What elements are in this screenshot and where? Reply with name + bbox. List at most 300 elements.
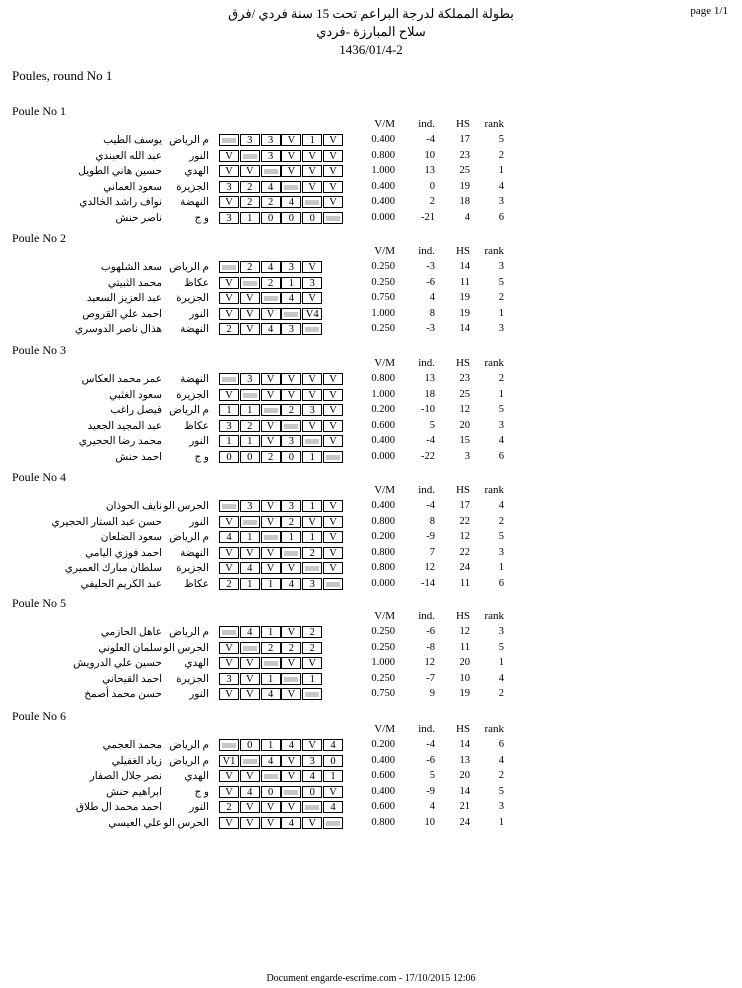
bout-result-cell: 2 xyxy=(302,642,322,654)
bout-result-cell: 0 xyxy=(240,739,260,751)
fencer-row xyxy=(0,531,742,545)
bout-result-cell: V xyxy=(323,435,343,447)
stat-rank: 1 xyxy=(498,388,504,400)
bout-result-cell: V xyxy=(302,389,322,401)
stat-vm: 0.200 xyxy=(371,404,395,415)
stat-hs: 25 xyxy=(459,165,470,176)
fencer-name: حسين علي الدرويش xyxy=(73,658,162,669)
stat-vm: 0.400 xyxy=(371,435,395,446)
bout-result-cell: V xyxy=(302,181,322,193)
stat-vm: 1.000 xyxy=(371,307,395,319)
fencer-name: محمد الثبيتي xyxy=(107,277,162,289)
stat-vm: 0.600 xyxy=(371,419,395,431)
bout-result-cell: V xyxy=(281,755,301,767)
self-bout-cell xyxy=(281,420,301,432)
fencer-club: عكاظ xyxy=(184,420,209,432)
stat-rank: 6 xyxy=(498,211,504,223)
bout-result-cell: V xyxy=(281,626,301,638)
stat-ind: -14 xyxy=(421,577,435,589)
fencer-row xyxy=(0,739,742,753)
self-bout-cell xyxy=(261,404,281,416)
bout-result-cell: V xyxy=(281,389,301,401)
bout-result-cell: V xyxy=(281,688,301,700)
fencer-name: يوسف الطيب xyxy=(103,135,162,146)
document-subtitle: سلاح المبارزة -فردي xyxy=(316,24,426,39)
stat-ind: -4 xyxy=(426,739,435,750)
stat-vm: 0.250 xyxy=(371,276,395,288)
bout-result-cell: 1 xyxy=(219,435,239,447)
self-bout-cell xyxy=(281,547,301,559)
bout-result-cell: 1 xyxy=(302,531,322,543)
stat-rank: 5 xyxy=(498,134,504,145)
fencer-row xyxy=(0,500,742,514)
bout-result-cell: V xyxy=(219,657,239,669)
bout-result-cell: 1 xyxy=(281,277,301,289)
fencer-club: الهدي xyxy=(184,166,209,177)
bout-result-cell: 3 xyxy=(219,181,239,193)
stat-vm: 0.600 xyxy=(371,801,395,812)
self-bout-cell xyxy=(219,134,239,146)
fencer-name: نواف راشد الخالدي xyxy=(79,197,162,208)
stat-vm: 0.250 xyxy=(371,672,395,684)
fencer-club: الحرس الو xyxy=(163,817,209,829)
bout-result-cell: V xyxy=(219,196,239,208)
bout-result-cell: V xyxy=(261,562,281,574)
fencer-name: حسن محمد أصمخ xyxy=(84,689,162,700)
stat-ind: -22 xyxy=(421,450,435,462)
bout-result-cell: 0 xyxy=(240,451,260,463)
stat-rank: 2 xyxy=(498,770,504,781)
bout-result-cell: 4 xyxy=(240,562,260,574)
self-bout-cell xyxy=(302,196,322,208)
bout-result-cell: 4 xyxy=(281,292,301,304)
self-bout-cell xyxy=(240,516,260,528)
stat-ind: 8 xyxy=(429,307,435,319)
fencer-name: فيصل راغب xyxy=(110,405,162,416)
bout-result-cell: V xyxy=(323,547,343,559)
bout-result-cell: V xyxy=(219,165,239,177)
stat-vm: 1.000 xyxy=(371,657,395,668)
bout-result-cell: V xyxy=(219,516,239,528)
stat-header-vm: V/M xyxy=(374,245,395,257)
self-bout-cell xyxy=(302,562,322,574)
bout-result-cell: 2 xyxy=(261,642,281,654)
bout-result-cell: 1 xyxy=(302,500,322,512)
stat-rank: 2 xyxy=(498,515,504,527)
stat-header-vm: V/M xyxy=(374,484,395,496)
fencer-name: سعود الغثبي xyxy=(109,389,162,401)
bout-result-cell: V xyxy=(302,516,322,528)
bout-result-cell: V xyxy=(302,817,322,829)
stat-vm: 0.800 xyxy=(371,515,395,527)
stat-hs: 11 xyxy=(459,276,470,288)
stat-rank: 2 xyxy=(498,292,504,303)
stat-header-hs: HS xyxy=(455,357,470,369)
stat-hs: 10 xyxy=(459,672,470,684)
fencer-row xyxy=(0,308,742,322)
stat-vm: 0.400 xyxy=(371,196,395,207)
bout-result-cell: 2 xyxy=(240,420,260,432)
bout-result-cell: V xyxy=(323,373,343,385)
fencer-name: ابراهيم حنش xyxy=(106,786,162,798)
fencer-row xyxy=(0,261,742,275)
stat-hs: 11 xyxy=(459,641,470,653)
stat-rank: 6 xyxy=(498,739,504,750)
stat-vm: 0.800 xyxy=(371,373,395,384)
fencer-row xyxy=(0,181,742,195)
fencer-row xyxy=(0,688,742,702)
bout-result-cell: 3 xyxy=(261,150,281,162)
stat-vm: 0.600 xyxy=(371,770,395,781)
bout-result-cell: V xyxy=(323,562,343,574)
stat-hs: 11 xyxy=(459,577,470,589)
self-bout-cell xyxy=(323,817,343,829)
fencer-name: احمد حنش xyxy=(115,451,162,463)
stat-vm: 0.400 xyxy=(371,754,395,766)
stat-vm: 1.000 xyxy=(371,388,395,400)
fencer-row xyxy=(0,562,742,576)
bout-result-cell: V xyxy=(261,516,281,528)
poule-2 xyxy=(0,231,742,361)
self-bout-cell xyxy=(302,435,322,447)
bout-result-cell: 4 xyxy=(219,531,239,543)
stat-hs: 14 xyxy=(459,323,470,334)
stat-ind: 12 xyxy=(424,562,435,573)
fencer-row xyxy=(0,801,742,815)
stat-rank: 5 xyxy=(498,641,504,653)
bout-result-cell: V xyxy=(323,404,343,416)
stat-vm: 0.800 xyxy=(371,149,395,161)
stat-hs: 24 xyxy=(459,816,470,828)
stat-hs: 4 xyxy=(464,211,470,223)
bout-result-cell: V xyxy=(281,770,301,782)
fencer-club: عكاظ xyxy=(184,277,209,289)
poule-title: Poule No 1 xyxy=(12,104,66,118)
fencer-club: النهضة xyxy=(180,197,209,208)
fencer-club: م الرياض xyxy=(169,627,209,638)
self-bout-cell xyxy=(261,165,281,177)
fencer-name: زياد الغفيلي xyxy=(111,755,162,767)
stat-rank: 5 xyxy=(498,785,504,797)
stat-header-vm: V/M xyxy=(374,118,395,130)
bout-result-cell: V xyxy=(281,801,301,813)
fencer-club: الجزيرة xyxy=(176,389,209,401)
bout-result-cell: 0 xyxy=(281,451,301,463)
stat-ind: -10 xyxy=(421,404,435,415)
fencer-club: الحرس الو xyxy=(163,642,209,654)
self-bout-cell xyxy=(281,786,301,798)
bout-result-cell: 3 xyxy=(240,500,260,512)
stat-header-vm: V/M xyxy=(374,357,395,369)
stat-hs: 25 xyxy=(459,388,470,400)
bout-result-cell: V xyxy=(219,786,239,798)
stat-rank: 4 xyxy=(498,180,504,192)
fencer-row xyxy=(0,404,742,418)
self-bout-cell xyxy=(261,292,281,304)
self-bout-cell xyxy=(323,578,343,590)
stat-rank: 3 xyxy=(498,801,504,812)
bout-result-cell: 4 xyxy=(261,755,281,767)
bout-result-cell: V xyxy=(323,181,343,193)
bout-result-cell: V xyxy=(240,657,260,669)
stat-header-hs: HS xyxy=(455,484,470,496)
bout-result-cell: V xyxy=(281,657,301,669)
stat-header-ind: ind. xyxy=(418,610,435,622)
bout-result-cell: 2 xyxy=(219,323,239,335)
bout-result-cell: 1 xyxy=(261,626,281,638)
fencer-row xyxy=(0,196,742,210)
bout-result-cell: 3 xyxy=(281,323,301,335)
stat-vm: 0.250 xyxy=(371,261,395,272)
bout-result-cell: V xyxy=(261,389,281,401)
bout-result-cell: 3 xyxy=(302,404,322,416)
bout-result-cell: V xyxy=(219,277,239,289)
stat-rank: 2 xyxy=(498,688,504,699)
stat-hs: 14 xyxy=(459,785,470,797)
stat-header-hs: HS xyxy=(455,610,470,622)
stat-hs: 12 xyxy=(459,531,470,542)
page-number: page 1/1 xyxy=(690,5,728,17)
bout-result-cell: 1 xyxy=(302,451,322,463)
stat-vm: 0.800 xyxy=(371,546,395,558)
bout-result-cell: 3 xyxy=(219,673,239,685)
bout-result-cell: 2 xyxy=(240,181,260,193)
bout-result-cell: V xyxy=(261,801,281,813)
bout-result-cell: V xyxy=(219,547,239,559)
bout-result-cell: V xyxy=(219,150,239,162)
stat-vm: 0.250 xyxy=(371,323,395,334)
stat-header-rank: rank xyxy=(484,723,504,735)
self-bout-cell xyxy=(302,323,322,335)
bout-result-cell: V xyxy=(219,817,239,829)
fencer-row xyxy=(0,516,742,530)
stat-header-rank: rank xyxy=(484,610,504,622)
round-label: Poules, round No 1 xyxy=(12,68,113,83)
fencer-club: الجزيرة xyxy=(176,293,209,304)
fencer-name: عبد الكريم الحليفي xyxy=(80,578,162,590)
bout-result-cell: V xyxy=(281,134,301,146)
fencer-club: و ج xyxy=(194,212,209,224)
stat-rank: 5 xyxy=(498,276,504,288)
fencer-name: علي العيسي xyxy=(108,817,162,829)
stat-hs: 12 xyxy=(459,626,470,637)
stat-hs: 14 xyxy=(459,261,470,272)
stat-rank: 3 xyxy=(498,261,504,272)
poule-title: Poule No 3 xyxy=(12,343,66,357)
stat-vm: 0.000 xyxy=(371,577,395,589)
bout-result-cell: 1 xyxy=(240,404,260,416)
stat-hs: 19 xyxy=(459,292,470,303)
bout-result-cell: V xyxy=(323,389,343,401)
fencer-row xyxy=(0,212,742,226)
fencer-club: الهدي xyxy=(184,658,209,669)
self-bout-cell xyxy=(219,626,239,638)
fencer-name: عبد العزيز السعيد xyxy=(86,293,162,304)
bout-result-cell: 3 xyxy=(240,134,260,146)
bout-result-cell: 0 xyxy=(302,212,322,224)
bout-result-cell: V xyxy=(302,420,322,432)
stat-header-vm: V/M xyxy=(374,723,395,735)
bout-result-cell: 2 xyxy=(261,451,281,463)
bout-result-cell: 4 xyxy=(302,770,322,782)
stat-vm: 0.750 xyxy=(371,688,395,699)
fencer-name: نايف الحوذان xyxy=(105,501,162,512)
fencer-club: و ج xyxy=(194,786,209,798)
fencer-row xyxy=(0,673,742,687)
stat-rank: 2 xyxy=(498,149,504,161)
stat-rank: 2 xyxy=(498,373,504,384)
document-title: بطولة المملكة لدرجة البراعم تحت 15 سنة فردي /فرق xyxy=(228,6,514,21)
bout-result-cell: 1 xyxy=(302,673,322,685)
stat-header-ind: ind. xyxy=(418,484,435,496)
stat-ind: 0 xyxy=(429,180,435,192)
self-bout-cell xyxy=(281,308,301,320)
poule-6 xyxy=(0,709,742,839)
bout-result-cell: 4 xyxy=(240,626,260,638)
bout-result-cell: V xyxy=(302,292,322,304)
stat-hs: 17 xyxy=(459,134,470,145)
fencer-club: النور xyxy=(189,516,209,528)
stat-header-ind: ind. xyxy=(418,245,435,257)
bout-result-cell: V xyxy=(302,261,322,273)
fencer-row xyxy=(0,277,742,291)
stat-header-ind: ind. xyxy=(418,723,435,735)
fencer-club: م الرياض xyxy=(169,405,209,416)
self-bout-cell xyxy=(261,657,281,669)
stat-rank: 1 xyxy=(498,657,504,668)
bout-result-cell: V xyxy=(240,165,260,177)
bout-result-cell: 1 xyxy=(302,134,322,146)
stat-vm: 0.250 xyxy=(371,626,395,637)
stat-ind: -6 xyxy=(426,626,435,637)
self-bout-cell xyxy=(219,373,239,385)
stat-hs: 23 xyxy=(459,149,470,161)
bout-result-cell: V xyxy=(219,562,239,574)
self-bout-cell xyxy=(240,755,260,767)
stat-rank: 3 xyxy=(498,196,504,207)
bout-result-cell: V xyxy=(261,500,281,512)
fencer-row xyxy=(0,420,742,434)
bout-result-cell: 4 xyxy=(261,688,281,700)
fencer-name: حسين هاني الطويل xyxy=(78,166,162,177)
stat-vm: 0.000 xyxy=(371,211,395,223)
stat-rank: 1 xyxy=(498,165,504,176)
bout-result-cell: V xyxy=(323,196,343,208)
poule-3 xyxy=(0,343,742,473)
bout-result-cell: 1 xyxy=(240,531,260,543)
fencer-club: م الرياض xyxy=(169,532,209,543)
bout-result-cell: 1 xyxy=(240,212,260,224)
bout-result-cell: 2 xyxy=(302,547,322,559)
fencer-club: النور xyxy=(189,150,209,162)
stat-hs: 18 xyxy=(459,196,470,207)
bout-result-cell: 2 xyxy=(302,626,322,638)
stat-rank: 3 xyxy=(498,323,504,334)
bout-result-cell: 3 xyxy=(219,420,239,432)
stat-rank: 3 xyxy=(498,546,504,558)
bout-result-cell: 3 xyxy=(302,277,322,289)
stat-hs: 17 xyxy=(459,500,470,511)
stat-hs: 19 xyxy=(459,180,470,192)
stat-vm: 0.400 xyxy=(371,134,395,145)
stat-hs: 21 xyxy=(459,801,470,812)
stat-ind: 8 xyxy=(429,515,435,527)
stat-hs: 19 xyxy=(459,307,470,319)
fencer-club: م الرياض xyxy=(169,740,209,751)
fencer-club: النور xyxy=(189,436,209,447)
stat-rank: 5 xyxy=(498,531,504,542)
stat-header-rank: rank xyxy=(484,484,504,496)
fencer-row xyxy=(0,786,742,800)
self-bout-cell xyxy=(240,642,260,654)
stat-vm: 0.200 xyxy=(371,739,395,750)
bout-result-cell: V xyxy=(219,292,239,304)
bout-result-cell: 4 xyxy=(261,181,281,193)
poule-title: Poule No 6 xyxy=(12,709,66,723)
poule-title: Poule No 4 xyxy=(12,470,66,484)
bout-result-cell: V xyxy=(261,817,281,829)
stat-ind: 4 xyxy=(429,801,435,812)
bout-result-cell: 3 xyxy=(219,212,239,224)
fencer-name: محمد رضا الحجيري xyxy=(78,436,162,447)
stat-hs: 20 xyxy=(459,770,470,781)
bout-result-cell: 0 xyxy=(302,786,322,798)
bout-result-cell: V xyxy=(261,420,281,432)
fencer-row xyxy=(0,373,742,387)
fencer-name: هذال ناصر الدوسري xyxy=(74,324,162,335)
bout-result-cell: 4 xyxy=(240,786,260,798)
bout-result-cell: 2 xyxy=(261,277,281,289)
bout-result-cell: V xyxy=(323,165,343,177)
stat-header-rank: rank xyxy=(484,245,504,257)
fencer-club: الجزيرة xyxy=(176,673,209,685)
stat-ind: -4 xyxy=(426,134,435,145)
stat-rank: 3 xyxy=(498,419,504,431)
self-bout-cell xyxy=(219,261,239,273)
bout-result-cell: 2 xyxy=(240,261,260,273)
fencer-row xyxy=(0,165,742,179)
stat-ind: 5 xyxy=(429,770,435,781)
bout-result-cell: V xyxy=(240,673,260,685)
fencer-row xyxy=(0,134,742,148)
bout-result-cell: V1 xyxy=(219,755,239,767)
stat-rank: 4 xyxy=(498,500,504,511)
stat-rank: 5 xyxy=(498,404,504,415)
stat-rank: 4 xyxy=(498,672,504,684)
bout-result-cell: 2 xyxy=(240,196,260,208)
stat-rank: 6 xyxy=(498,577,504,589)
self-bout-cell xyxy=(281,673,301,685)
fencer-club: النهضة xyxy=(180,324,209,335)
bout-result-cell: V xyxy=(302,150,322,162)
stat-hs: 20 xyxy=(459,657,470,668)
fencer-row xyxy=(0,292,742,306)
stat-hs: 19 xyxy=(459,688,470,699)
fencer-row xyxy=(0,626,742,640)
bout-result-cell: 4 xyxy=(281,817,301,829)
stat-rank: 4 xyxy=(498,754,504,766)
stat-vm: 0.800 xyxy=(371,562,395,573)
bout-result-cell: 3 xyxy=(261,134,281,146)
fencer-name: عاهل الحازمي xyxy=(100,627,162,638)
bout-result-cell: V xyxy=(240,323,260,335)
bout-result-cell: 1 xyxy=(261,739,281,751)
fencer-name: نصر جلال الصفار xyxy=(89,771,162,782)
bout-result-cell: V xyxy=(219,389,239,401)
fencer-name: سلمان العلوني xyxy=(98,642,162,654)
fencer-row xyxy=(0,389,742,403)
stat-ind: 7 xyxy=(429,546,435,558)
